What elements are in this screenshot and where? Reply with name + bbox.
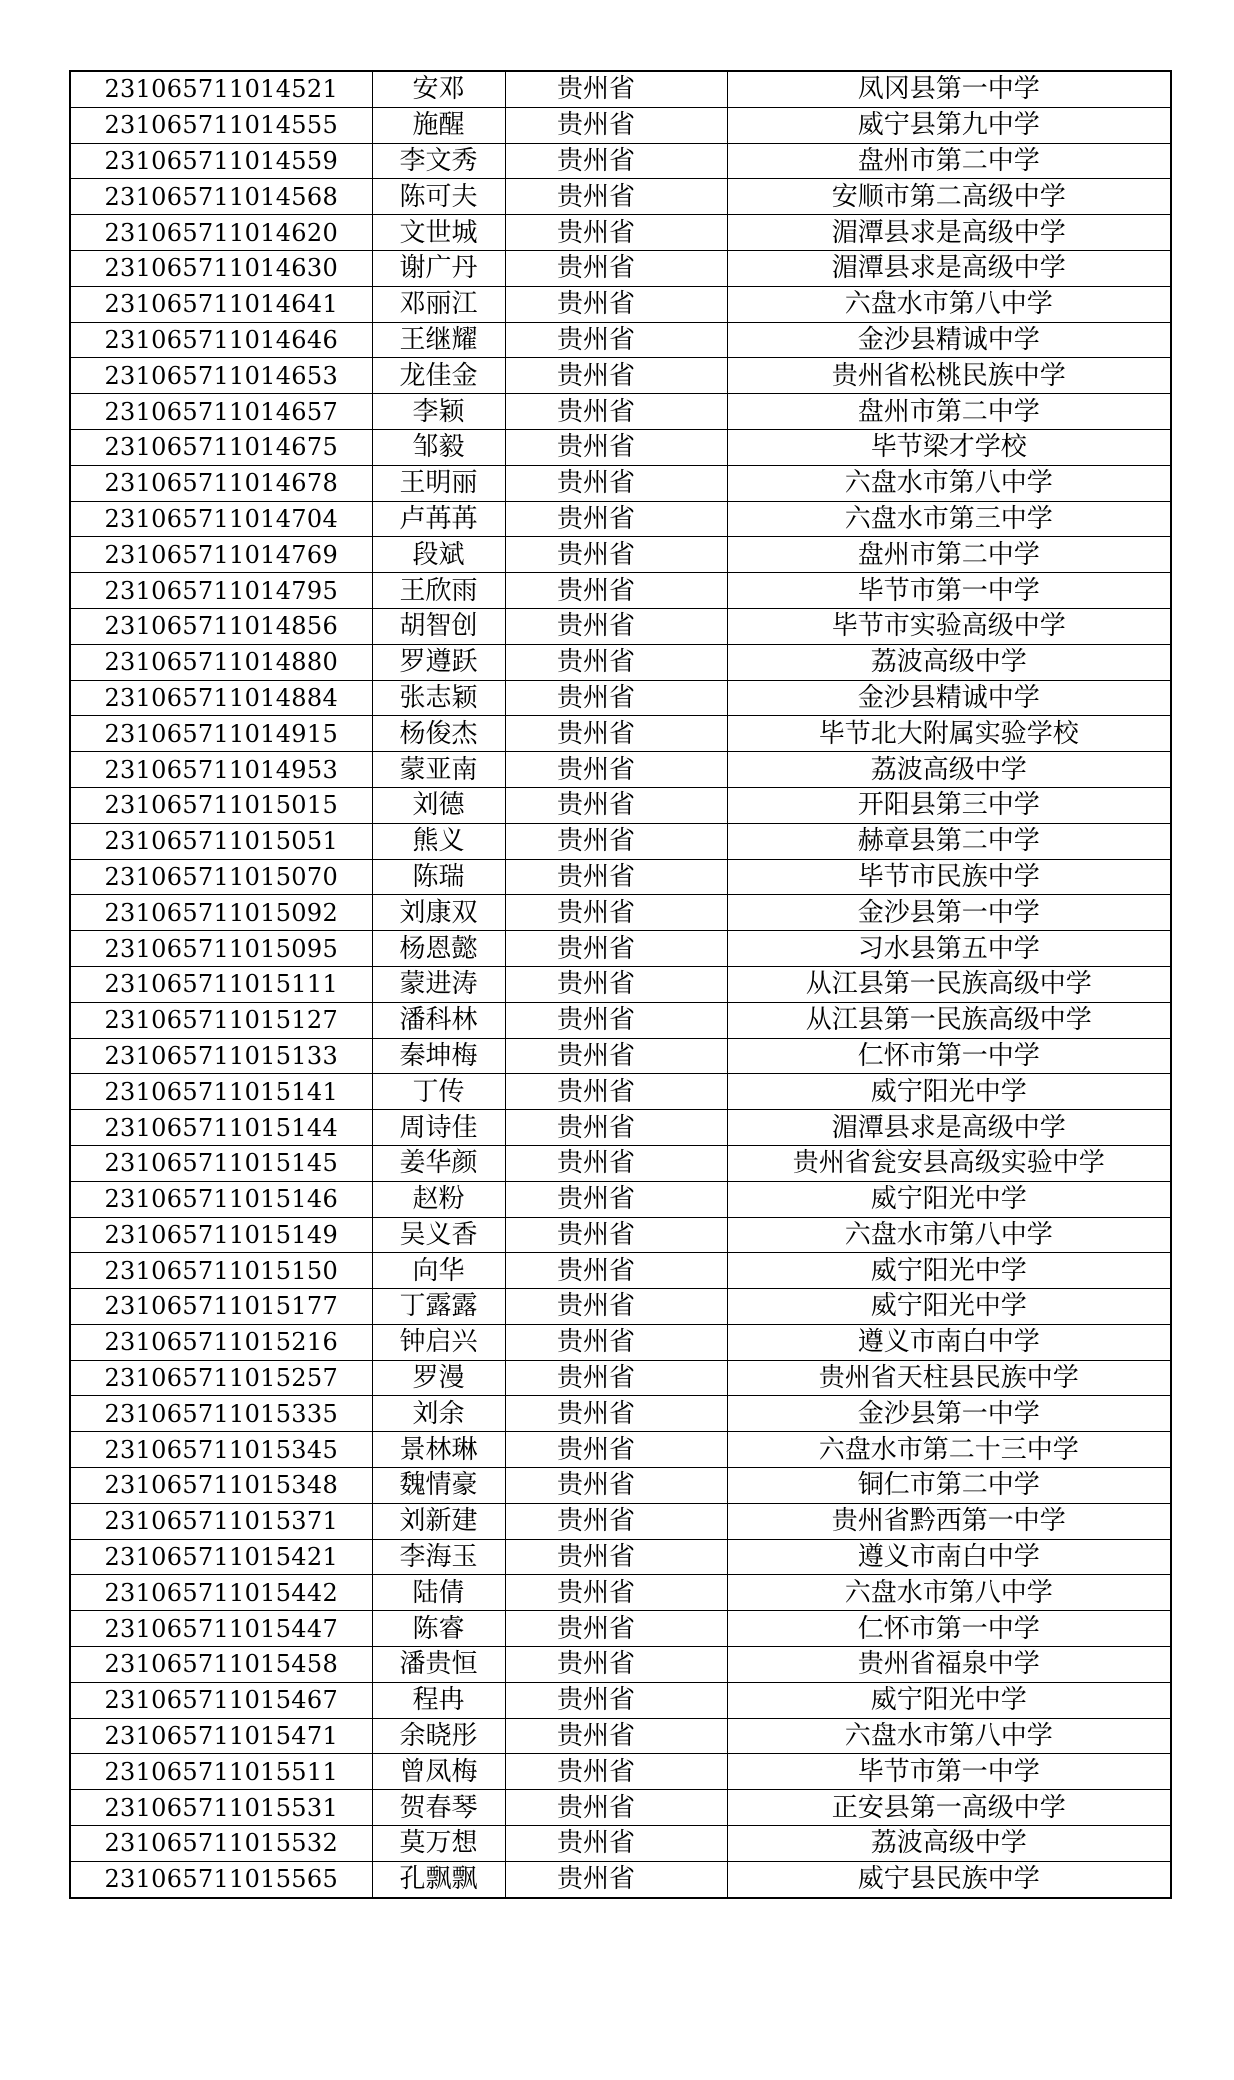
- school-cell: 毕节市民族中学: [727, 859, 1171, 895]
- province-cell: 贵州省: [505, 1038, 727, 1074]
- table-row: [70, 931, 1171, 967]
- candidate-id-cell: 231065711014641: [70, 286, 372, 322]
- school-cell: 金沙县精诚中学: [727, 322, 1171, 358]
- school-cell: 毕节市实验高级中学: [727, 608, 1171, 644]
- province-cell: 贵州省: [505, 429, 727, 465]
- school-cell: 凤冈县第一中学: [727, 71, 1171, 107]
- school-cell: 威宁县第九中学: [727, 107, 1171, 143]
- table-row: [70, 1217, 1171, 1253]
- student-name-cell: 秦坤梅: [372, 1038, 505, 1074]
- school-cell: 六盘水市第二十三中学: [727, 1432, 1171, 1468]
- student-name-cell: 陈睿: [372, 1611, 505, 1647]
- province-cell: 贵州省: [505, 286, 727, 322]
- student-name-cell: 刘康双: [372, 895, 505, 931]
- candidate-id-cell: 231065711015511: [70, 1754, 372, 1790]
- province-cell: 贵州省: [505, 179, 727, 215]
- student-name-cell: 钟启兴: [372, 1324, 505, 1360]
- student-name-cell: 安邓: [372, 71, 505, 107]
- province-cell: 贵州省: [505, 1861, 727, 1897]
- student-name-cell: 李文秀: [372, 143, 505, 179]
- candidate-id-cell: 231065711015442: [70, 1575, 372, 1611]
- province-cell: 贵州省: [505, 1647, 727, 1683]
- candidate-id-cell: 231065711015145: [70, 1145, 372, 1181]
- province-cell: 贵州省: [505, 322, 727, 358]
- student-name-cell: 孔飘飘: [372, 1861, 505, 1897]
- student-name-cell: 刘新建: [372, 1503, 505, 1539]
- province-cell: 贵州省: [505, 1611, 727, 1647]
- candidate-id-cell: 231065711014630: [70, 250, 372, 286]
- province-cell: 贵州省: [505, 1360, 727, 1396]
- student-name-cell: 杨恩懿: [372, 931, 505, 967]
- table-row: [70, 250, 1171, 286]
- student-name-cell: 丁传: [372, 1074, 505, 1110]
- province-cell: 贵州省: [505, 895, 727, 931]
- candidate-id-cell: 231065711014678: [70, 465, 372, 501]
- province-cell: 贵州省: [505, 1074, 727, 1110]
- school-cell: 盘州市第二中学: [727, 537, 1171, 573]
- province-cell: 贵州省: [505, 1324, 727, 1360]
- student-name-cell: 丁露露: [372, 1289, 505, 1325]
- student-name-cell: 魏情豪: [372, 1468, 505, 1504]
- candidate-id-cell: 231065711015458: [70, 1647, 372, 1683]
- school-cell: 湄潭县求是高级中学: [727, 215, 1171, 251]
- table-row: [70, 179, 1171, 215]
- student-name-cell: 余晓彤: [372, 1718, 505, 1754]
- candidate-id-cell: 231065711015531: [70, 1790, 372, 1826]
- school-cell: 正安县第一高级中学: [727, 1790, 1171, 1826]
- province-cell: 贵州省: [505, 1181, 727, 1217]
- student-name-cell: 王欣雨: [372, 573, 505, 609]
- table-row: [70, 752, 1171, 788]
- candidate-id-cell: 231065711015149: [70, 1217, 372, 1253]
- table-row: [70, 1647, 1171, 1683]
- school-cell: 威宁阳光中学: [727, 1074, 1171, 1110]
- province-cell: 贵州省: [505, 465, 727, 501]
- province-cell: 贵州省: [505, 1217, 727, 1253]
- candidate-id-cell: 231065711015467: [70, 1682, 372, 1718]
- school-cell: 毕节市第一中学: [727, 1754, 1171, 1790]
- table-row: [70, 358, 1171, 394]
- province-cell: 贵州省: [505, 215, 727, 251]
- school-cell: 从江县第一民族高级中学: [727, 1002, 1171, 1038]
- candidate-id-cell: 231065711015216: [70, 1324, 372, 1360]
- province-cell: 贵州省: [505, 537, 727, 573]
- student-name-cell: 施醒: [372, 107, 505, 143]
- table-row: [70, 215, 1171, 251]
- school-cell: 金沙县精诚中学: [727, 680, 1171, 716]
- province-cell: 贵州省: [505, 823, 727, 859]
- candidate-id-cell: 231065711015141: [70, 1074, 372, 1110]
- school-cell: 金沙县第一中学: [727, 1396, 1171, 1432]
- student-name-cell: 杨俊杰: [372, 716, 505, 752]
- candidate-id-cell: 231065711015051: [70, 823, 372, 859]
- school-cell: 开阳县第三中学: [727, 787, 1171, 823]
- school-cell: 贵州省福泉中学: [727, 1647, 1171, 1683]
- province-cell: 贵州省: [505, 107, 727, 143]
- province-cell: 贵州省: [505, 1253, 727, 1289]
- table-row: [70, 895, 1171, 931]
- student-name-cell: 贺春琴: [372, 1790, 505, 1826]
- student-name-cell: 周诗佳: [372, 1110, 505, 1146]
- school-cell: 贵州省松桃民族中学: [727, 358, 1171, 394]
- table-row: [70, 1289, 1171, 1325]
- school-cell: 盘州市第二中学: [727, 394, 1171, 430]
- candidate-id-cell: 231065711015015: [70, 787, 372, 823]
- province-cell: 贵州省: [505, 644, 727, 680]
- candidate-id-cell: 231065711014704: [70, 501, 372, 537]
- candidate-id-cell: 231065711015146: [70, 1181, 372, 1217]
- province-cell: 贵州省: [505, 680, 727, 716]
- table-row: [70, 1110, 1171, 1146]
- candidate-id-cell: 231065711014884: [70, 680, 372, 716]
- table-row: [70, 680, 1171, 716]
- table-row: [70, 608, 1171, 644]
- school-cell: 仁怀市第一中学: [727, 1611, 1171, 1647]
- candidate-id-cell: 231065711014559: [70, 143, 372, 179]
- school-cell: 贵州省瓮安县高级实验中学: [727, 1145, 1171, 1181]
- candidate-id-cell: 231065711015144: [70, 1110, 372, 1146]
- school-cell: 金沙县第一中学: [727, 895, 1171, 931]
- school-cell: 贵州省黔西第一中学: [727, 1503, 1171, 1539]
- candidate-id-cell: 231065711014620: [70, 215, 372, 251]
- student-name-cell: 姜华颜: [372, 1145, 505, 1181]
- candidate-id-cell: 231065711015095: [70, 931, 372, 967]
- school-cell: 六盘水市第三中学: [727, 501, 1171, 537]
- candidate-id-cell: 231065711015335: [70, 1396, 372, 1432]
- table-row: [70, 966, 1171, 1002]
- table-row: [70, 1539, 1171, 1575]
- table-row: [70, 1718, 1171, 1754]
- candidate-id-cell: 231065711015345: [70, 1432, 372, 1468]
- table-row: [70, 573, 1171, 609]
- school-cell: 威宁阳光中学: [727, 1289, 1171, 1325]
- student-name-cell: 蒙亚南: [372, 752, 505, 788]
- province-cell: 贵州省: [505, 1718, 727, 1754]
- student-name-cell: 张志颖: [372, 680, 505, 716]
- table-row: [70, 1074, 1171, 1110]
- school-cell: 六盘水市第八中学: [727, 1718, 1171, 1754]
- school-cell: 荔波高级中学: [727, 644, 1171, 680]
- province-cell: 贵州省: [505, 1468, 727, 1504]
- student-name-cell: 曾凤梅: [372, 1754, 505, 1790]
- table-row: [70, 1790, 1171, 1826]
- candidate-id-cell: 231065711015150: [70, 1253, 372, 1289]
- candidate-id-cell: 231065711015127: [70, 1002, 372, 1038]
- table-row: [70, 465, 1171, 501]
- table-row: [70, 1861, 1171, 1897]
- student-name-cell: 谢广丹: [372, 250, 505, 286]
- table-row: [70, 1468, 1171, 1504]
- student-name-cell: 向华: [372, 1253, 505, 1289]
- candidate-id-cell: 231065711014675: [70, 429, 372, 465]
- province-cell: 贵州省: [505, 143, 727, 179]
- candidate-id-cell: 231065711015177: [70, 1289, 372, 1325]
- school-cell: 六盘水市第八中学: [727, 286, 1171, 322]
- province-cell: 贵州省: [505, 966, 727, 1002]
- province-cell: 贵州省: [505, 1790, 727, 1826]
- school-cell: 荔波高级中学: [727, 752, 1171, 788]
- table-row: [70, 107, 1171, 143]
- school-cell: 威宁县民族中学: [727, 1861, 1171, 1897]
- candidate-id-cell: 231065711014568: [70, 179, 372, 215]
- student-name-cell: 刘德: [372, 787, 505, 823]
- student-name-cell: 陈可夫: [372, 179, 505, 215]
- province-cell: 贵州省: [505, 1145, 727, 1181]
- table-row: [70, 537, 1171, 573]
- candidate-id-cell: 231065711015532: [70, 1826, 372, 1862]
- school-cell: 六盘水市第八中学: [727, 465, 1171, 501]
- student-name-cell: 胡智创: [372, 608, 505, 644]
- table-row: [70, 1432, 1171, 1468]
- table-row: [70, 1826, 1171, 1862]
- candidate-id-cell: 231065711015371: [70, 1503, 372, 1539]
- province-cell: 贵州省: [505, 1682, 727, 1718]
- student-name-cell: 景林琳: [372, 1432, 505, 1468]
- school-cell: 遵义市南白中学: [727, 1324, 1171, 1360]
- school-cell: 铜仁市第二中学: [727, 1468, 1171, 1504]
- candidate-id-cell: 231065711014953: [70, 752, 372, 788]
- candidate-id-cell: 231065711014795: [70, 573, 372, 609]
- table-row: [70, 859, 1171, 895]
- student-name-cell: 段斌: [372, 537, 505, 573]
- student-name-cell: 赵粉: [372, 1181, 505, 1217]
- roster-body: [70, 71, 1171, 1898]
- province-cell: 贵州省: [505, 1396, 727, 1432]
- school-cell: 湄潭县求是高级中学: [727, 250, 1171, 286]
- table-row: [70, 501, 1171, 537]
- table-row: [70, 787, 1171, 823]
- candidate-id-cell: 231065711014657: [70, 394, 372, 430]
- student-name-cell: 莫万想: [372, 1826, 505, 1862]
- candidate-id-cell: 231065711015565: [70, 1861, 372, 1897]
- table-row: [70, 1181, 1171, 1217]
- table-row: [70, 823, 1171, 859]
- student-name-cell: 熊义: [372, 823, 505, 859]
- province-cell: 贵州省: [505, 1110, 727, 1146]
- table-row: [70, 1360, 1171, 1396]
- candidate-id-cell: 231065711015471: [70, 1718, 372, 1754]
- table-row: [70, 1002, 1171, 1038]
- table-row: [70, 644, 1171, 680]
- student-name-cell: 邹毅: [372, 429, 505, 465]
- table-row: [70, 1503, 1171, 1539]
- school-cell: 贵州省天柱县民族中学: [727, 1360, 1171, 1396]
- student-name-cell: 李海玉: [372, 1539, 505, 1575]
- school-cell: 荔波高级中学: [727, 1826, 1171, 1862]
- table-row: [70, 1253, 1171, 1289]
- table-row: [70, 71, 1171, 107]
- candidate-id-cell: 231065711015421: [70, 1539, 372, 1575]
- student-name-cell: 蒙进涛: [372, 966, 505, 1002]
- table-row: [70, 286, 1171, 322]
- school-cell: 六盘水市第八中学: [727, 1217, 1171, 1253]
- province-cell: 贵州省: [505, 250, 727, 286]
- table-row: [70, 1575, 1171, 1611]
- student-name-cell: 王明丽: [372, 465, 505, 501]
- province-cell: 贵州省: [505, 716, 727, 752]
- province-cell: 贵州省: [505, 931, 727, 967]
- school-cell: 仁怀市第一中学: [727, 1038, 1171, 1074]
- province-cell: 贵州省: [505, 1539, 727, 1575]
- province-cell: 贵州省: [505, 358, 727, 394]
- school-cell: 从江县第一民族高级中学: [727, 966, 1171, 1002]
- province-cell: 贵州省: [505, 608, 727, 644]
- student-name-cell: 李颖: [372, 394, 505, 430]
- province-cell: 贵州省: [505, 1754, 727, 1790]
- table-row: [70, 1145, 1171, 1181]
- province-cell: 贵州省: [505, 859, 727, 895]
- table-row: [70, 1038, 1171, 1074]
- province-cell: 贵州省: [505, 501, 727, 537]
- province-cell: 贵州省: [505, 1575, 727, 1611]
- candidate-id-cell: 231065711015257: [70, 1360, 372, 1396]
- student-name-cell: 罗遵跃: [372, 644, 505, 680]
- candidate-id-cell: 231065711015133: [70, 1038, 372, 1074]
- table-row: [70, 394, 1171, 430]
- province-cell: 贵州省: [505, 787, 727, 823]
- school-cell: 赫章县第二中学: [727, 823, 1171, 859]
- table-row: [70, 1396, 1171, 1432]
- table-row: [70, 143, 1171, 179]
- candidate-id-cell: 231065711014555: [70, 107, 372, 143]
- student-name-cell: 邓丽江: [372, 286, 505, 322]
- school-cell: 毕节梁才学校: [727, 429, 1171, 465]
- table-row: [70, 716, 1171, 752]
- candidate-id-cell: 231065711015111: [70, 966, 372, 1002]
- candidate-id-cell: 231065711014521: [70, 71, 372, 107]
- student-name-cell: 潘科林: [372, 1002, 505, 1038]
- table-row: [70, 322, 1171, 358]
- province-cell: 贵州省: [505, 573, 727, 609]
- province-cell: 贵州省: [505, 1503, 727, 1539]
- student-name-cell: 程冉: [372, 1682, 505, 1718]
- school-cell: 毕节北大附属实验学校: [727, 716, 1171, 752]
- student-name-cell: 刘余: [372, 1396, 505, 1432]
- candidate-id-cell: 231065711014880: [70, 644, 372, 680]
- table-row: [70, 1324, 1171, 1360]
- candidate-id-cell: 231065711015447: [70, 1611, 372, 1647]
- table-row: [70, 429, 1171, 465]
- school-cell: 安顺市第二高级中学: [727, 179, 1171, 215]
- school-cell: 威宁阳光中学: [727, 1682, 1171, 1718]
- province-cell: 贵州省: [505, 1002, 727, 1038]
- school-cell: 习水县第五中学: [727, 931, 1171, 967]
- province-cell: 贵州省: [505, 394, 727, 430]
- candidate-id-cell: 231065711014769: [70, 537, 372, 573]
- school-cell: 威宁阳光中学: [727, 1253, 1171, 1289]
- school-cell: 六盘水市第八中学: [727, 1575, 1171, 1611]
- table-row: [70, 1611, 1171, 1647]
- student-name-cell: 吴义香: [372, 1217, 505, 1253]
- roster-table: [69, 70, 1172, 1899]
- student-name-cell: 文世城: [372, 215, 505, 251]
- province-cell: 贵州省: [505, 1289, 727, 1325]
- student-name-cell: 潘贵恒: [372, 1647, 505, 1683]
- student-name-cell: 罗漫: [372, 1360, 505, 1396]
- table-row: [70, 1754, 1171, 1790]
- province-cell: 贵州省: [505, 1826, 727, 1862]
- school-cell: 毕节市第一中学: [727, 573, 1171, 609]
- candidate-id-cell: 231065711015092: [70, 895, 372, 931]
- province-cell: 贵州省: [505, 1432, 727, 1468]
- province-cell: 贵州省: [505, 752, 727, 788]
- student-name-cell: 陈瑞: [372, 859, 505, 895]
- student-name-cell: 龙佳金: [372, 358, 505, 394]
- candidate-id-cell: 231065711015070: [70, 859, 372, 895]
- school-cell: 遵义市南白中学: [727, 1539, 1171, 1575]
- student-name-cell: 陆倩: [372, 1575, 505, 1611]
- student-name-cell: 卢苒苒: [372, 501, 505, 537]
- school-cell: 盘州市第二中学: [727, 143, 1171, 179]
- student-name-cell: 王继耀: [372, 322, 505, 358]
- candidate-id-cell: 231065711015348: [70, 1468, 372, 1504]
- school-cell: 威宁阳光中学: [727, 1181, 1171, 1217]
- school-cell: 湄潭县求是高级中学: [727, 1110, 1171, 1146]
- candidate-id-cell: 231065711014856: [70, 608, 372, 644]
- table-row: [70, 1682, 1171, 1718]
- candidate-id-cell: 231065711014653: [70, 358, 372, 394]
- candidate-id-cell: 231065711014646: [70, 322, 372, 358]
- candidate-id-cell: 231065711014915: [70, 716, 372, 752]
- province-cell: 贵州省: [505, 71, 727, 107]
